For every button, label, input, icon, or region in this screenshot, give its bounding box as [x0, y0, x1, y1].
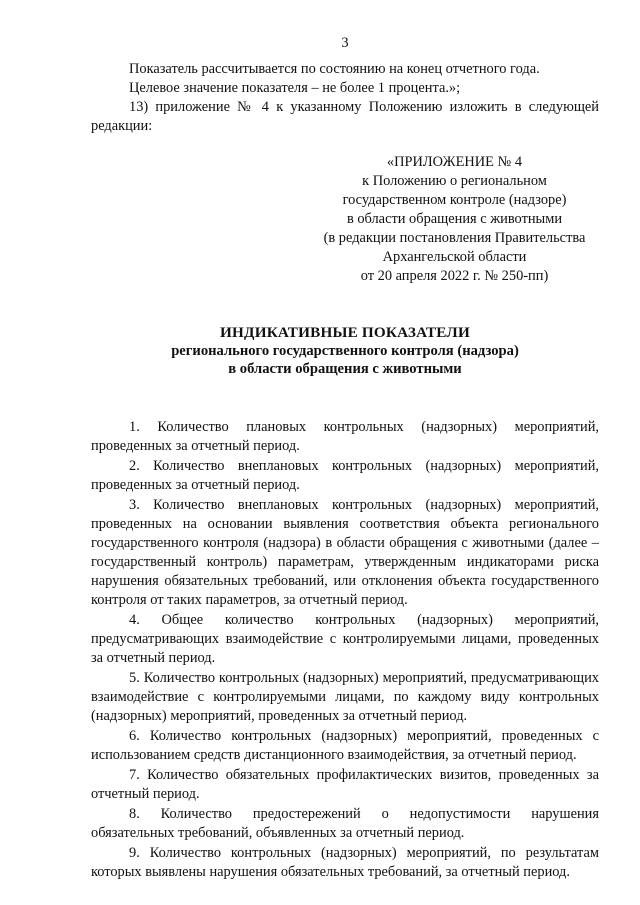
intro-paragraph: 13) приложение № 4 к указанному Положению изложить в следующей редакции: [91, 99, 599, 134]
page-number: 3 [341, 35, 349, 51]
document-page [91, 34, 599, 883]
indicator-item: 3. Количество внеплановых контрольных (надзорных) мероприятий, проведенных на основании выявления соответствия объекта регионального государственного контроля (надзора) в области обращения с животными (далее – государственный контроль) параметрам, утвержденным индикаторами риска нарушения обязательных требований, или отклонения объекта государственного контроля от таких параметров, за отчетный период. [91, 497, 599, 608]
appendix-line: от 20 апреля 2022 г. № 250-пп) [360, 268, 549, 284]
heading-subtitle: регионального государственного контроля (надзора) [171, 343, 519, 359]
heading-title: ИНДИКАТИВНЫЕ ПОКАЗАТЕЛИ [220, 324, 470, 341]
appendix-line: Архангельской области [382, 249, 527, 265]
indicator-item: 6. Количество контрольных (надзорных) мероприятий, проведенных с использованием средств дистанционного взаимодействия, за отчетный период. [91, 728, 599, 763]
appendix-line: (в редакции постановления Правительства [323, 230, 586, 246]
indicator-item: 8. Количество предостережений о недопустимости нарушения обязательных требований, объявленных за отчетный период. [91, 806, 599, 841]
intro-section [91, 60, 599, 136]
appendix-title: «ПРИЛОЖЕНИЕ № 4 [386, 154, 523, 170]
document-heading [91, 324, 599, 378]
indicator-item: 9. Количество контрольных (надзорных) мероприятий, по результатам которых выявлены нарушения обязательных требований, за отчетный период. [91, 845, 599, 880]
intro-paragraph: Показатель рассчитывается по состоянию на конец отчетного года. [129, 61, 540, 77]
appendix-line: к Положению о региональном [362, 173, 547, 189]
appendix-line: в области обращения с животными [346, 211, 563, 227]
heading-subtitle: в области обращения с животными [228, 361, 462, 377]
appendix-block [310, 153, 599, 286]
indicator-item: 5. Количество контрольных (надзорных) мероприятий, предусматривающих взаимодействие с контролируемыми лицами, по каждому виду контрольных (надзорных) мероприятий, проведенных за отчетный период. [91, 670, 599, 724]
indicator-item: 1. Количество плановых контрольных (надзорных) мероприятий, проведенных за отчетный период. [91, 419, 599, 454]
intro-paragraph: Целевое значение показателя – не более 1 процента.»; [129, 80, 461, 96]
appendix-line: государственном контроле (надзоре) [342, 192, 567, 208]
indicator-item: 2. Количество внеплановых контрольных (надзорных) мероприятий, проведенных за отчетный период. [91, 458, 599, 493]
indicator-list [91, 418, 599, 882]
indicator-item: 4. Общее количество контрольных (надзорных) мероприятий, предусматривающих взаимодействие с контролируемыми лицами, проведенных за отчетный период. [91, 612, 599, 666]
indicator-item: 7. Количество обязательных профилактических визитов, проведенных за отчетный период. [91, 767, 599, 802]
